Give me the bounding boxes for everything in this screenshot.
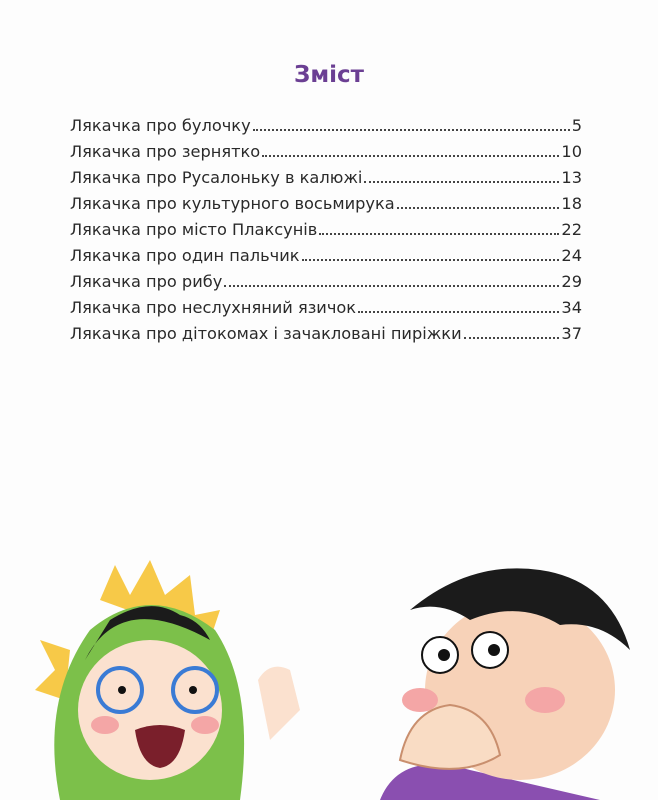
entry-page: 13 [561,168,582,187]
toc-entry[interactable] [70,246,582,272]
entry-page: 5 [571,116,582,135]
entry-page: 34 [561,298,582,317]
dot-leader [253,129,570,131]
toc-entry[interactable] [70,194,582,220]
entry-title: Лякачка про один пальчик [70,246,300,265]
entry-title: Лякачка про місто Плаксунів [70,220,318,239]
toc-entry[interactable] [70,298,582,324]
dot-leader [364,181,559,183]
toc-entry[interactable] [70,220,582,246]
dot-leader [262,155,559,157]
table-of-contents [70,116,582,350]
dot-leader [464,337,560,339]
dot-leader [302,259,560,261]
entry-page: 22 [561,220,582,239]
illustration [0,540,658,800]
dot-leader [319,233,559,235]
entry-title: Лякачка про Русалоньку в калюжі [70,168,363,187]
dot-leader [397,207,560,209]
toc-entry[interactable] [70,272,582,298]
entry-title: Лякачка про зернятко [70,142,261,161]
dot-leader [224,285,559,287]
boy-covering-mouth [380,568,630,800]
entry-page: 29 [561,272,582,291]
entry-page: 18 [561,194,582,213]
entry-page: 37 [561,324,582,343]
dot-leader [358,311,559,313]
entry-title: Лякачка про культурного восьмирука [70,194,395,213]
entry-page: 24 [561,246,582,265]
dino-costume-kid [35,560,300,800]
toc-entry[interactable] [70,142,582,168]
toc-entry[interactable] [70,324,582,350]
entry-title: Лякачка про дітокомах і зачакловані пиріжки [70,324,462,343]
toc-entry[interactable] [70,168,582,194]
entry-title: Лякачка про булочку [70,116,251,135]
entry-title: Лякачка про рибу [70,272,223,291]
toc-entry[interactable] [70,116,582,142]
entry-title: Лякачка про неслухняний язичок [70,298,357,317]
entry-page: 10 [561,142,582,161]
page-title: Зміст [294,62,364,88]
